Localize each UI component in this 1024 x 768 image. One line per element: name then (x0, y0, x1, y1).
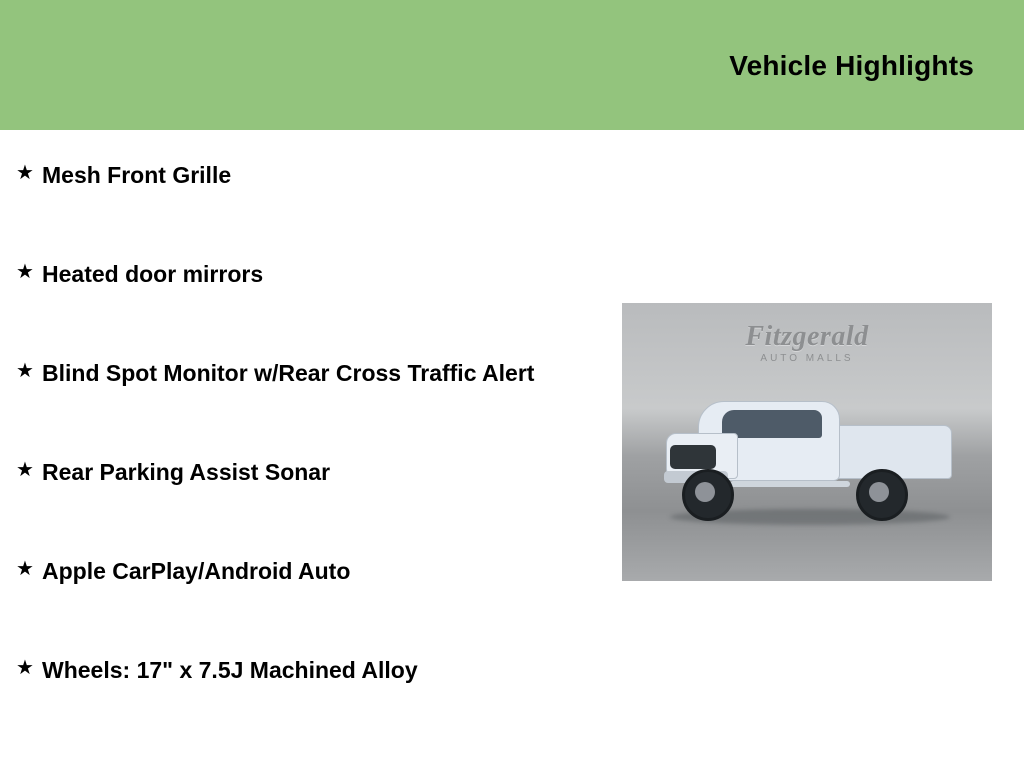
truck-front-wheel (682, 469, 734, 521)
star-icon: ★ (16, 360, 34, 382)
list-item (10, 158, 570, 225)
highlight-text: Mesh Front Grille (42, 162, 232, 188)
content-area (0, 130, 1024, 768)
list-item (10, 455, 570, 522)
list-item (10, 554, 570, 621)
vehicle-highlights-list (10, 158, 570, 752)
dealer-watermark: Fitzgerald (745, 321, 869, 352)
highlight-text: Wheels: 17" x 7.5J Machined Alloy (42, 657, 418, 683)
list-item (10, 356, 570, 423)
highlight-text: Rear Parking Assist Sonar (42, 459, 331, 485)
star-icon: ★ (16, 657, 34, 679)
page-title: Vehicle Highlights (729, 50, 974, 81)
star-icon: ★ (16, 558, 34, 580)
truck-side-step (730, 481, 850, 487)
highlight-text: Blind Spot Monitor w/Rear Cross Traffic Alert (42, 360, 535, 386)
star-icon: ★ (16, 162, 34, 184)
star-icon: ★ (16, 459, 34, 481)
vehicle-photo (622, 303, 992, 581)
truck-rear-wheel (856, 469, 908, 521)
header-band (0, 0, 1024, 130)
highlight-text: Heated door mirrors (42, 261, 264, 287)
truck-illustration (660, 383, 960, 533)
list-item (10, 653, 570, 720)
star-icon: ★ (16, 261, 34, 283)
highlight-text: Apple CarPlay/Android Auto (42, 558, 351, 584)
truck-grille (670, 445, 716, 469)
list-item (10, 257, 570, 324)
dealer-watermark-subtitle: AUTO MALLS (760, 353, 854, 364)
